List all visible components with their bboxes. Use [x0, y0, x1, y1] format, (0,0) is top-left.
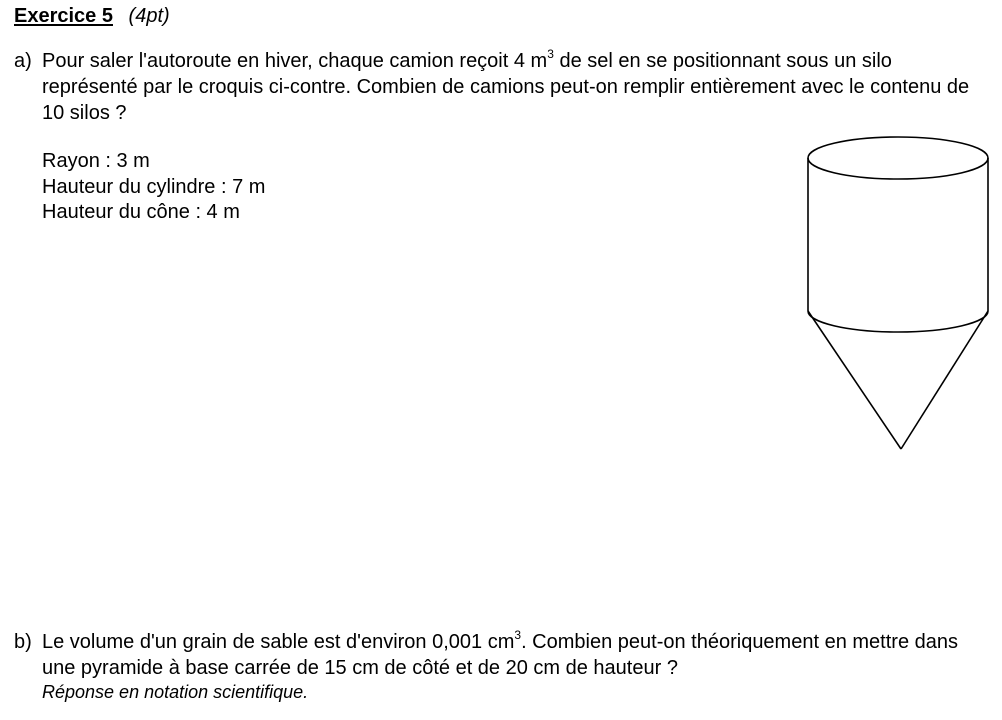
silo-sketch [800, 128, 996, 458]
question-b-text-before: Le volume d'un grain de sable est d'environ 0,001 cm [42, 631, 515, 653]
question-b-text-after: . Combien peut-on théoriquement en mettre dans une pyramide à base carrée de 15 cm de côté et de 20 cm de hauteur ? [42, 631, 958, 679]
silo-top-ellipse [808, 137, 988, 179]
radius-line: Rayon : 3 m [42, 150, 150, 172]
question-b-exponent: 3 [514, 628, 522, 642]
silo-base-arc [808, 311, 988, 332]
cone-height-line: Hauteur du cône : 4 m [42, 201, 240, 223]
question-a-label: a) [14, 50, 32, 72]
question-b-label: b) [14, 631, 32, 653]
cylinder-height-line: Hauteur du cylindre : 7 m [42, 175, 266, 198]
question-a-text [42, 48, 989, 126]
question-a-exponent: 3 [547, 47, 554, 61]
question-b-note: Réponse en notation scientifique. [42, 682, 309, 702]
exercise-points: (4pt) [128, 5, 170, 27]
question-a-text-before: Pour saler l'autoroute en hiver, chaque camion reçoit 4 m [42, 50, 548, 72]
question-a [14, 48, 989, 126]
silo-dimensions [42, 149, 265, 226]
question-b-text [42, 629, 989, 703]
question-b [14, 629, 989, 703]
question-a-text-after: de sel en se positionnant sous un silo représenté par le croquis ci-contre. Combien de camions peut-on remplir entièrement avec le contenu de 10 silos ? [42, 50, 970, 124]
exercise-title [14, 4, 170, 28]
exercise-name: Exercice 5 [14, 5, 113, 27]
